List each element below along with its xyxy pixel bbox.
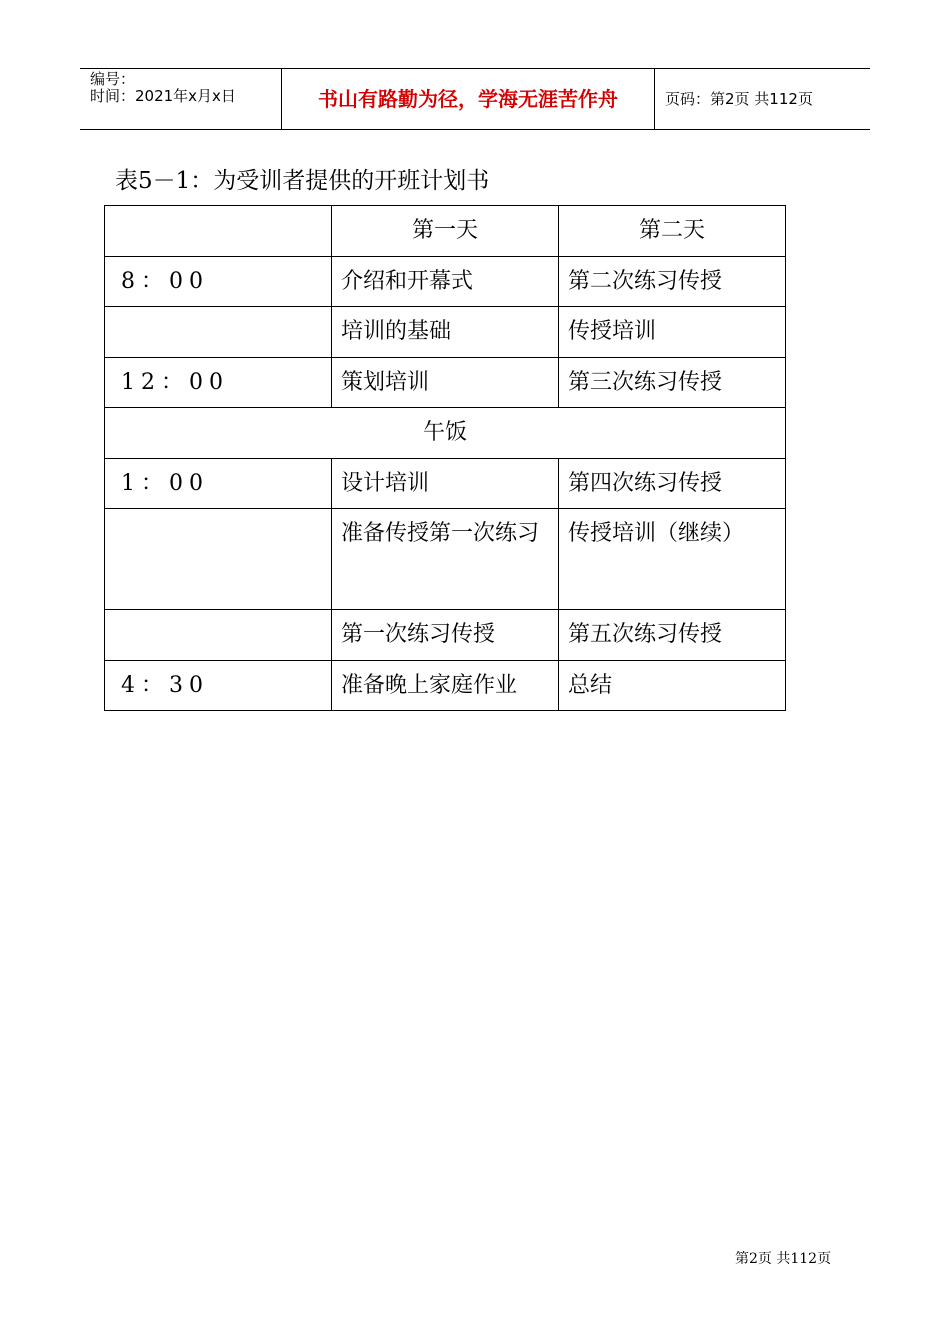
time-cell (105, 610, 332, 661)
day2-cell: 第二次练习传授 (559, 256, 786, 307)
day1-cell: 介绍和开幕式 (332, 256, 559, 307)
column-header-day1: 第一天 (332, 206, 559, 257)
lunch-cell: 午饭 (105, 408, 786, 459)
day2-cell: 总结 (559, 660, 786, 711)
table-row (105, 307, 786, 358)
table-caption: 表5－1：为受训者提供的开班计划书 (115, 168, 490, 194)
column-header-time (105, 206, 332, 257)
time-cell: 8：00 (105, 256, 332, 307)
time-cell: 4：30 (105, 660, 332, 711)
table-row (105, 610, 786, 661)
header-page-info: 页码：第2页 共112页 (665, 90, 813, 108)
time-cell (105, 509, 332, 610)
day1-cell: 准备晚上家庭作业 (332, 660, 559, 711)
table-row (105, 458, 786, 509)
lunch-row (105, 408, 786, 459)
header-motto: 书山有路勤为径，学海无涯苦作舟 (282, 69, 655, 129)
table-header-row (105, 206, 786, 257)
table-row (105, 357, 786, 408)
time-cell: 1：00 (105, 458, 332, 509)
table-row (105, 509, 786, 610)
day2-cell: 传授培训 (559, 307, 786, 358)
day2-cell: 第三次练习传授 (559, 357, 786, 408)
document-number-label: 编号： (90, 70, 136, 88)
time-cell (105, 307, 332, 358)
day1-cell: 准备传授第一次练习 (332, 509, 559, 610)
schedule-table (104, 205, 786, 711)
day1-cell: 第一次练习传授 (332, 610, 559, 661)
day2-cell: 第四次练习传授 (559, 458, 786, 509)
day2-cell: 传授培训（继续） (559, 509, 786, 610)
column-header-day2: 第二天 (559, 206, 786, 257)
page-footer: 第2页 共112页 (735, 1251, 832, 1267)
table-row (105, 256, 786, 307)
day1-cell: 设计培训 (332, 458, 559, 509)
document-date: 时间：2021年x月x日 (90, 87, 236, 105)
day1-cell: 策划培训 (332, 357, 559, 408)
time-cell: 12：00 (105, 357, 332, 408)
header-meta (80, 69, 282, 129)
day2-cell: 第五次练习传授 (559, 610, 786, 661)
table-row (105, 660, 786, 711)
page-header (80, 68, 870, 130)
day1-cell: 培训的基础 (332, 307, 559, 358)
